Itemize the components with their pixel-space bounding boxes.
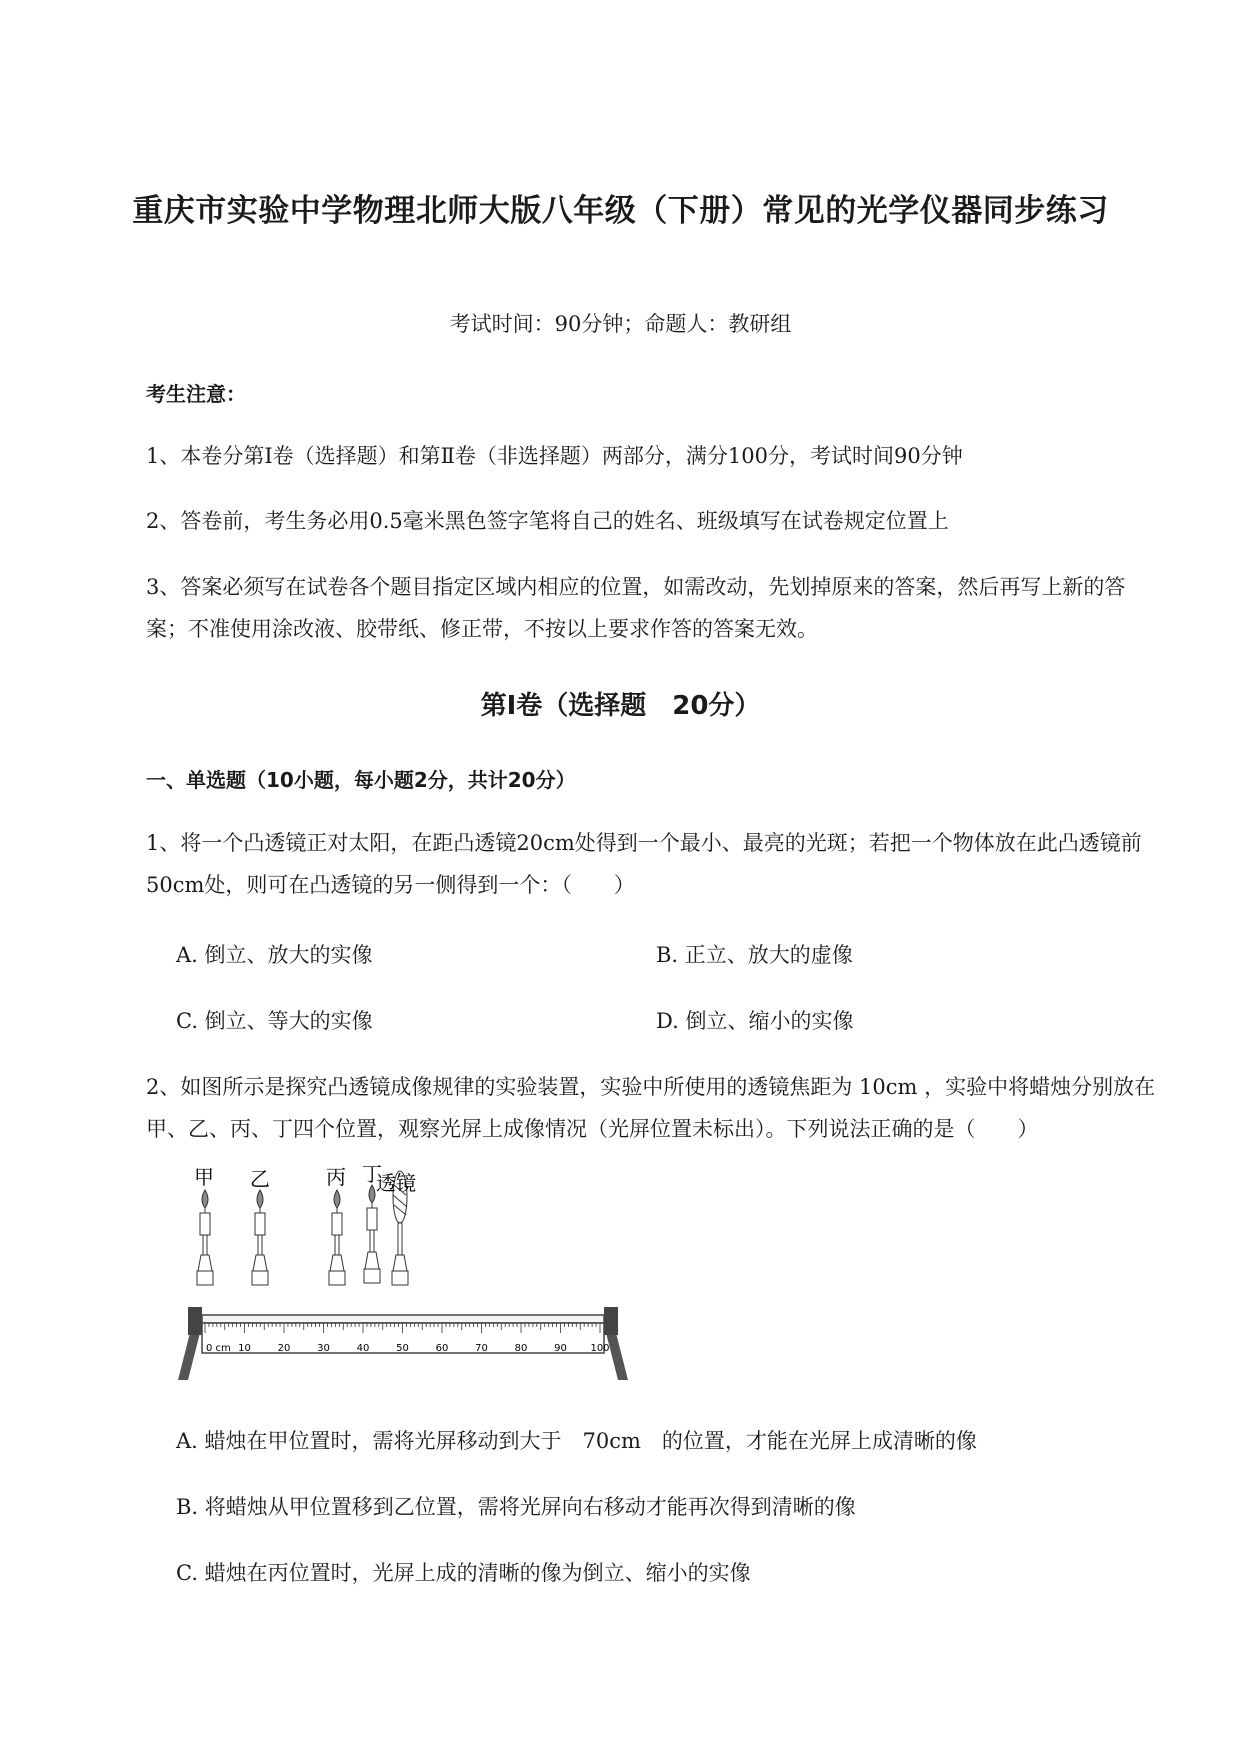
question-2-option-a[interactable]: A. 蜡烛在甲位置时，需将光屏移动到大于 70cm 的位置，才能在光屏上成清晰的像 (176, 1429, 977, 1453)
optical-bench-figure (180, 1162, 710, 1395)
bench-rail (202, 1315, 604, 1323)
ruler-tick-label: 70 (475, 1343, 488, 1354)
label-bing: 丙 (326, 1165, 346, 1189)
ruler-tick-label: 50 (396, 1343, 409, 1354)
question-1-option-b[interactable]: B. 正立、放大的虚像 (656, 943, 853, 967)
ruler-tick-label: 80 (514, 1343, 528, 1354)
question-1-option-d[interactable]: D. 倒立、缩小的实像 (656, 1009, 854, 1033)
bench-right-end (604, 1307, 618, 1335)
exam-subtitle: 考试时间：90分钟；命题人：教研组 (449, 312, 792, 336)
section-title: 第I卷（选择题 20分） (480, 691, 761, 721)
ruler-tick-label: 40 (356, 1343, 370, 1354)
bench-left-end (188, 1307, 202, 1335)
ruler-tick-label: 60 (435, 1343, 449, 1354)
label-jia: 甲 (194, 1165, 214, 1189)
question-2-stem: 2、如图所示是探究凸透镜成像规律的实验装置，实验中所使用的透镜焦距为 10cm ，实验中将蜡烛分别放在甲、乙、丙、丁四个位置，观察光屏上成像情况（光屏位置未标出）。下列说法正确的是（ ） (146, 1075, 1156, 1141)
question-1-stem: 1、将一个凸透镜正对太阳，在距凸透镜20cm处得到一个最小、最亮的光斑；若把一个物体放在此凸透镜前50cm处，则可在凸透镜的另一侧得到一个：（ ） (146, 831, 1142, 897)
label-ding: 丁 (362, 1162, 382, 1186)
notice-item-2: 2、答卷前，考生务必用0.5毫米黑色签字笔将自己的姓名、班级填写在试卷规定位置上 (146, 509, 949, 533)
ruler-tick-label: 30 (317, 1343, 330, 1354)
candle-ding (364, 1185, 380, 1283)
label-lens: 透镜 (376, 1171, 416, 1196)
candle-jia (197, 1190, 213, 1285)
ruler-tick-label: 20 (277, 1343, 291, 1354)
question-2-option-c[interactable]: C. 蜡烛在丙位置时，光屏上成的清晰的像为倒立、缩小的实像 (176, 1561, 751, 1585)
notice-item-1: 1、本卷分第I卷（选择题）和第Ⅱ卷（非选择题）两部分，满分100分，考试时间90分钟 (146, 444, 963, 468)
question-1-option-a[interactable]: A. 倒立、放大的实像 (176, 943, 373, 967)
question-2-option-b[interactable]: B. 将蜡烛从甲位置移到乙位置，需将光屏向右移动才能再次得到清晰的像 (176, 1495, 856, 1519)
candle-bing (329, 1190, 345, 1285)
question-1-option-c[interactable]: C. 倒立、等大的实像 (176, 1009, 373, 1033)
notice-item-3: 3、答案必须写在试卷各个题目指定区域内相应的位置，如需改动，先划掉原来的答案，然后再写上新的答案；不准使用涂改液、胶带纸、修正带，不按以上要求作答的答案无效。 (146, 575, 1126, 641)
ruler-unit-label: 0 cm (206, 1343, 231, 1354)
candle-yi (252, 1190, 268, 1285)
ruler-tick-label: 10 (238, 1343, 251, 1354)
page-title: 重庆市实验中学物理北师大版八年级（下册）常见的光学仪器同步练习 (132, 193, 1109, 229)
notice-heading: 考生注意： (146, 382, 246, 406)
part-heading: 一、单选题（10小题，每小题2分，共计20分） (146, 768, 576, 792)
ruler-tick-label: 100 (590, 1343, 610, 1354)
ruler-tick-label: 90 (554, 1343, 567, 1354)
label-yi: 乙 (250, 1167, 270, 1191)
